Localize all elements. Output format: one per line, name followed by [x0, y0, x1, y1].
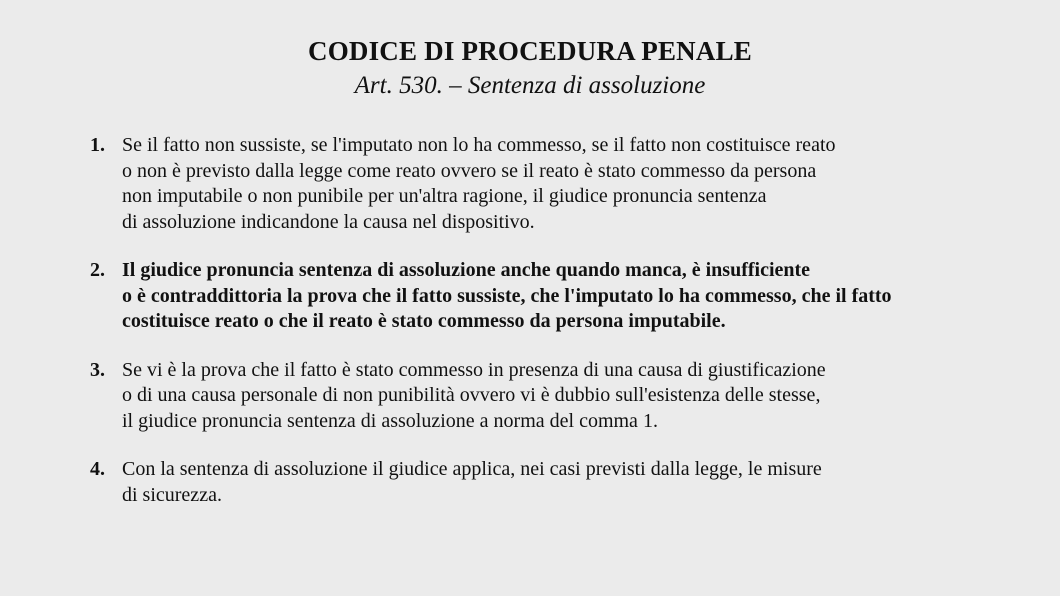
- comma-text-line: o è contraddittoria la prova che il fatto sussiste, che l'imputato lo ha commesso, che il fatto: [122, 284, 892, 307]
- comma-text-line: o di una causa personale di non punibilità ovvero vi è dubbio sull'esistenza delle stesse,: [122, 384, 821, 406]
- comma-text-line: di sicurezza.: [122, 483, 222, 506]
- document-title: CODICE DI PROCEDURA PENALE: [308, 36, 752, 66]
- comma-number: 4.: [90, 458, 105, 480]
- comma-text-line: Con la sentenza di assoluzione il giudice applica, nei casi previsti dalla legge, le misure: [122, 458, 822, 480]
- comma-text-line: Se il fatto non sussiste, se l'imputato non lo ha commesso, se il fatto non costituisce reato: [122, 134, 836, 156]
- article-subtitle: Art. 530. – Sentenza di assoluzione: [354, 72, 706, 99]
- comma-text-line: Il giudice pronuncia sentenza di assoluzione anche quando manca, è insufficiente: [122, 259, 811, 281]
- comma-list: [90, 133, 970, 531]
- comma-text-line: Se vi è la prova che il fatto è stato commesso in presenza di una causa di giustificazione: [122, 358, 826, 381]
- comma-text-line: non imputabile o non punibile per un'altra ragione, il giudice pronuncia sentenza: [122, 185, 767, 207]
- comma-4: [90, 457, 970, 508]
- comma-number: 2.: [90, 259, 105, 281]
- comma-number: 1.: [90, 134, 105, 156]
- comma-1: [90, 133, 970, 235]
- comma-text-line: costituisce reato o che il reato è stato commesso da persona imputabile.: [122, 310, 726, 332]
- comma-text-line: di assoluzione indicandone la causa nel dispositivo.: [122, 210, 535, 233]
- comma-text-line: il giudice pronuncia sentenza di assoluzione a norma del comma 1.: [122, 409, 658, 432]
- comma-3: [90, 358, 970, 435]
- comma-2: [90, 258, 970, 335]
- comma-number: 3.: [90, 358, 105, 381]
- comma-text-line: o non è previsto dalla legge come reato ovvero se il reato è stato commesso da persona: [122, 159, 817, 182]
